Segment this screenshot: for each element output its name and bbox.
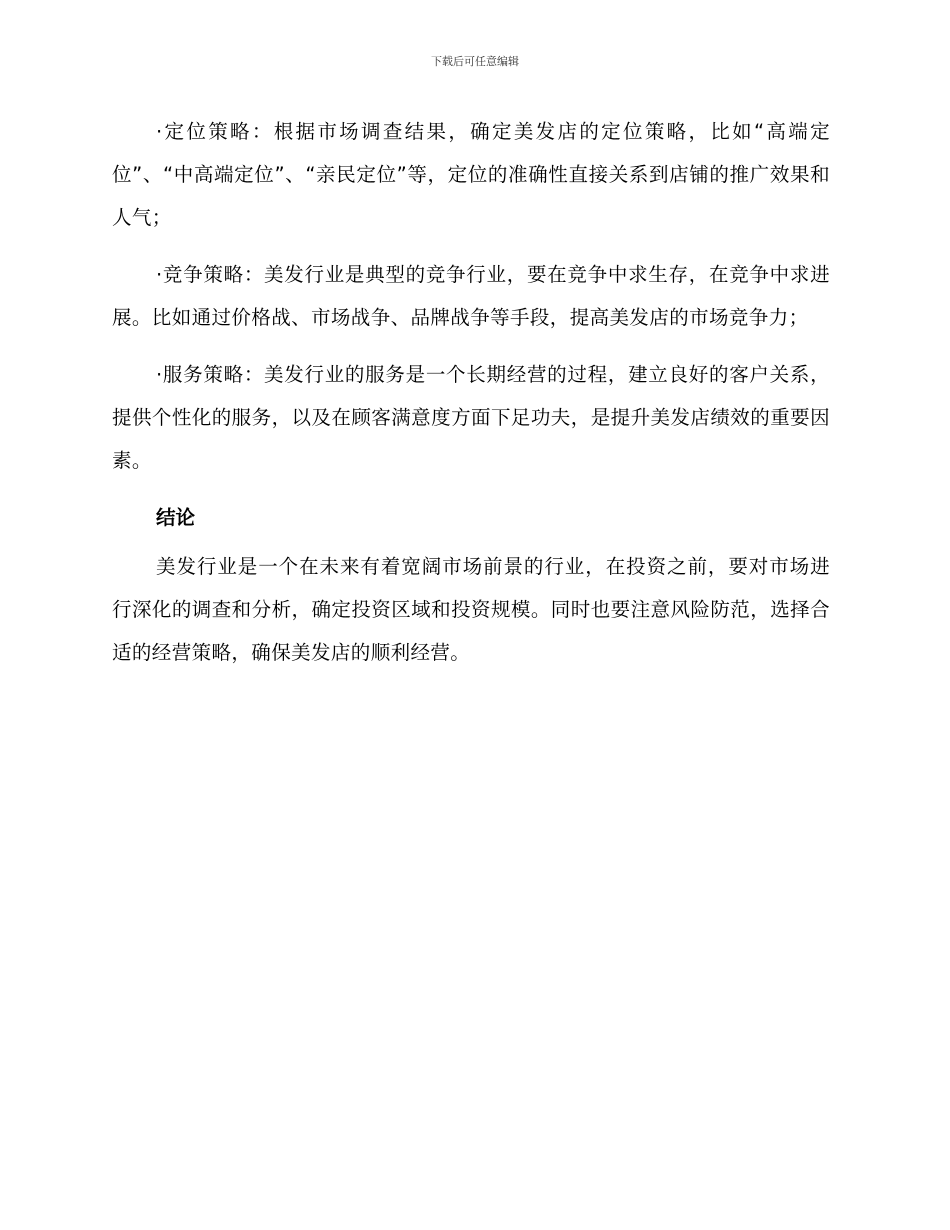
page-header: 下载后可任意编辑 — [431, 55, 519, 68]
positioning-strategy-paragraph: ·定位策略：根据市场调查结果，确定美发店的定位策略，比如“高端定位”、“中高端定位”、“亲民定位”等，定位的准确性直接关系到店铺的推广效果和人气； — [112, 120, 830, 229]
conclusion-heading: 结论 — [156, 506, 196, 529]
document-body — [112, 110, 830, 688]
competition-strategy-paragraph: ·竞争策略：美发行业是典型的竞争行业，要在竞争中求生存，在竞争中求进展。比如通过价格战、市场战争、品牌战争等手段，提高美发店的市场竞争力； — [112, 263, 830, 329]
service-strategy-paragraph: ·服务策略：美发行业的服务是一个长期经营的过程，建立良好的客户关系，提供个性化的服务，以及在顾客满意度方面下足功夫，是提升美发店绩效的重要因素。 — [112, 363, 830, 472]
conclusion-paragraph: 美发行业是一个在未来有着宽阔市场前景的行业，在投资之前，要对市场进行深化的调查和分析，确定投资区域和投资规模。同时也要注意风险防范，选择合适的经营策略，确保美发店的顺利经营。 — [112, 555, 830, 664]
